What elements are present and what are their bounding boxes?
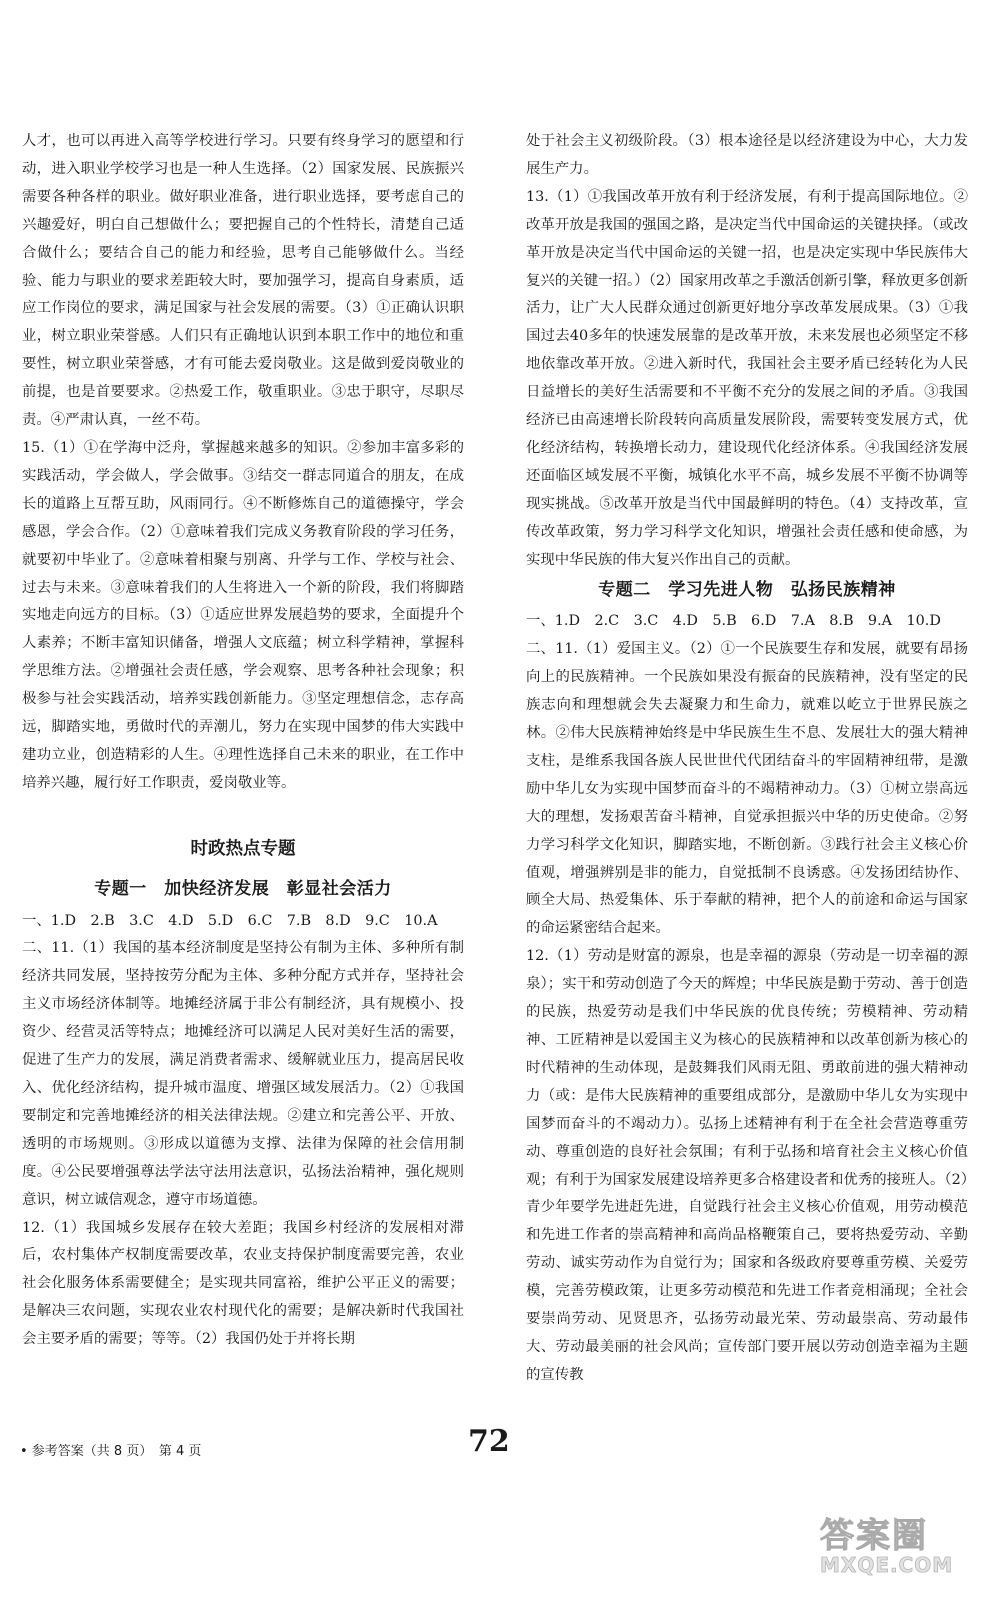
watermark-text-en: MXQE.COM bbox=[820, 1553, 954, 1577]
multiple-choice-answers: 一、1.D 2.B 3.C 4.D 5.D 6.C 7.B 8.D 9.C 10.A bbox=[22, 912, 438, 929]
watermark-text-cn: 答案圈 bbox=[820, 1516, 928, 1556]
answer-paragraph: 15.（1）①在学海中泛舟，掌握越来越多的知识。②参加丰富多彩的实践活动，学会做人，学会做事。③结交一群志同道合的朋友，在成长的道路上互帮互助，风雨同行。④不断修炼自己的道德操守，学会感恩，学会合作。（2）①意味着我们完成义务教育阶段的学习任务，就要初中毕业了。②意味着相聚与别离、升学与工作、学校与社会、过去与未来。③意味着我们的人生将进入一个新的阶段，我们将脚踏实地走向远方的目标。（3）①适应世界发展趋势的要求，全面提升个人素养；不断丰富知识储备，增强人文底蕴；树立科学精神，掌握科学思维方法。②增强社会责任感，学会观察、思考各种社会现象；积极参与社会实践活动，培养实践创新能力。③坚定理想信念，志存高远，脚踏实地，勇做时代的弄潮儿，努力在实现中国梦的伟大实践中建功立业，创造精彩的人生。④理性选择自己未来的职业，在工作中培养兴趣，履行好工作职责，爱岗敬业等。 bbox=[22, 439, 464, 791]
answer-paragraph: 12.（1）劳动是财富的源泉，也是幸福的源泉（劳动是一切幸福的源泉）；实干和劳动创造了今天的辉煌；中华民族是勤于劳动、善于创造的民族，热爱劳动是我们中华民族的优良传统；劳模精神、劳动精神、工匠精神是以爱国主义为核心的民族精神和以改革创新为核心的时代精神的生动体现，是鼓舞我们风雨无阻、勇敢前进的强大精神动力（或：是伟大民族精神的重要组成部分，是激励中华儿女为实现中国梦而奋斗的不竭动力）。弘扬上述精神有利于在全社会营造尊重劳动、尊重创造的良好社会氛围；有利于弘扬和培育社会主义核心价值观；有利于为国家发展建设培养更多合格建设者和优秀的接班人。（2）青少年要学先进赶先进，自觉践行社会主义核心价值观，用劳动模范和先进工作者的崇高精神和高尚品格鞭策自己，要将热爱劳动、辛勤劳动、诚实劳动作为自觉行为；国家和各级政府要尊重劳模、关爱劳模，完善劳模政策，让更多劳动模范和先进工作者竞相涌现；全社会要崇尚劳动、见贤思齐，弘扬劳动最光荣、劳动最崇高、劳动最伟大、劳动最美丽的社会风尚；宣传部门要开展以劳动创造幸福为主题的宣传教 bbox=[526, 948, 968, 1383]
watermark-logo bbox=[820, 1508, 970, 1588]
answer-paragraph: 人才，也可以再进入高等学校进行学习。只要有终身学习的愿望和行动，进入职业学校学习也是一种人生选择。（2）国家发展、民族振兴需要各种各样的职业。做好职业准备，进行职业选择，要考虑自己的兴趣爱好，明白自己想做什么；要把握自己的个性特长，清楚自己适合做什么；要结合自己的能力和经验，思考自己能够做什么。当经验、能力与职业的要求差距较大时，要加强学习，提高自身素质，适应工作岗位的要求，满足国家与社会发展的需要。（3）①正确认识职业，树立职业荣誉感。人们只有正确地认识到本职工作中的地位和重要性，树立职业荣誉感，才有可能去爱岗敬业。这是做到爱岗敬业的前提，也是首要要求。②热爱工作，敬重职业。③忠于职守，尽职尽责。④严肃认真，一丝不苟。 bbox=[22, 133, 464, 429]
answer-paragraph: 13.（1）①我国改革开放有利于经济发展，有利于提高国际地位。②改革开放是我国的强国之路，是决定当代中国命运的关键抉择。（或改革开放是决定当代中国命运的关键一招，也是决定实现中华民族伟大复兴的关键一招。）（2）国家用改革之手激活创新引擎，释放更多创新活力，让广大人民群众通过创新更好地分享改革发展成果。（3）①我国过去40多年的快速发展靠的是改革开放，未来发展也必须坚定不移地依靠改革开放。②进入新时代，我国社会主要矛盾已经转化为人民日益增长的美好生活需要和不平衡不充分的发展之间的矛盾。③我国经济已由高速增长阶段转向高质量发展阶段，需要转变发展方式，优化经济结构，转换增长动力，建设现代化经济体系。④我国经济发展还面临区域发展不平衡，城镇化水平不高，城乡发展不平衡不协调等现实挑战。⑤改革开放是当代中国最鲜明的特色。（4）支持改革，宣传改革政策，努力学习科学文化知识，增强社会责任感和使命感，为实现中华民族的伟大复兴作出自己的贡献。 bbox=[526, 188, 968, 568]
footer-label: • 参考答案（共 8 页） 第 4 页 bbox=[20, 1444, 202, 1459]
answer-paragraph: 二、11.（1）我国的基本经济制度是坚持公有制为主体、多种所有制经济共同发展，坚持按劳分配为主体、多种分配方式并存，坚持社会主义市场经济体制等。地摊经济属于非公有制经济，具有规模小、投资少、经营灵活等特点；地摊经济可以满足人民对美好生活的需要，促进了生产力的发展，满足消费者需求、缓解就业压力，提高居民收入、优化经济结构，提升城市温度、增强区域发展活力。（2）①我国要制定和完善地摊经济的相关法律法规。②建立和完善公平、开放、透明的市场规则。③形成以道德为支撑、法律为保障的社会信用制度。④公民要增强尊法学法守法用法意识，弘扬法治精神，强化规则意识，树立诚信观念，遵守市场道德。 bbox=[22, 940, 464, 1208]
answer-paragraph: 12.（1）我国城乡发展存在较大差距；我国乡村经济的发展相对滞后，农村集体产权制度需要改革，农业支持保护制度需要完善，农业社会化服务体系需要健全；是实现共同富裕，维护公平正义的需要；是解决三农问题，实现农业农村现代化的需要；是解决新时代我国社会主要矛盾的需要；等等。（2）我国仍处于并将长期 bbox=[22, 1219, 464, 1348]
answer-paragraph: 二、11.（1）爱国主义。（2）①一个民族要生存和发展，就要有昂扬向上的民族精神。一个民族如果没有振奋的民族精神，没有坚定的民族志向和理想就会失去凝聚力和生命力，就难以屹立于世界民族之林。②伟大民族精神始终是中华民族生生不息、发展壮大的强大精神支柱，是维系我国各族人民世世代代团结奋斗的牢固精神纽带，是激励中华儿女为实现中国梦而奋斗的不竭精神动力。（3）①树立崇高远大的理想，发扬艰苦奋斗精神，自觉承担振兴中华的历史使命。②努力学习科学文化知识，脚踏实地，不断创新。③践行社会主义核心价值观，增强辨别是非的能力，自觉抵制不良诱惑。④发扬团结协作、顾全大局、热爱集体、乐于奉献的精神，把个人的前途和命运与国家的命运紧密结合起来。 bbox=[526, 641, 968, 937]
multiple-choice-answers: 一、1.D 2.C 3.C 4.D 5.B 6.D 7.A 8.B 9.A 10.D bbox=[526, 613, 941, 630]
left-column bbox=[22, 128, 464, 1354]
topic-title: 专题二 学习先进人物 弘扬民族精神 bbox=[598, 579, 896, 600]
right-column bbox=[526, 128, 968, 1390]
section-spacer bbox=[22, 798, 464, 826]
page-number: 72 bbox=[468, 1424, 510, 1459]
topic-title: 专题一 加快经济发展 彰显社会活力 bbox=[94, 878, 392, 899]
section-title: 时政热点专题 bbox=[190, 838, 296, 859]
answer-paragraph: 处于社会主义初级阶段。（3）根本途径是以经济建设为中心，大力发展生产力。 bbox=[526, 133, 968, 177]
